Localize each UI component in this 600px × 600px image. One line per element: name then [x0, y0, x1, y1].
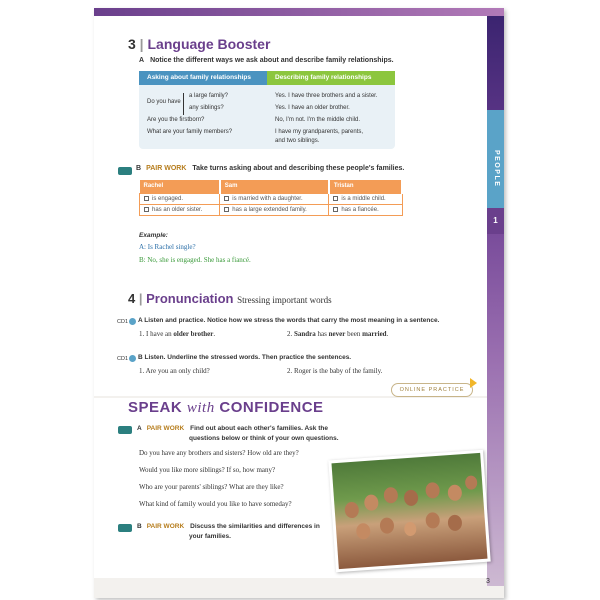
- grammar-firstborn: Are you the firstborn?: [147, 117, 205, 123]
- audio-icon[interactable]: [129, 355, 136, 362]
- example-label: Example:: [139, 232, 168, 239]
- example-a: A: Is Rachel single?: [139, 243, 196, 251]
- section4-title: 4 | Pronunciation Stressing important words: [128, 291, 332, 306]
- section3-partA: A Notice the different ways we ask about and describe family relationships.: [139, 57, 394, 64]
- question-item: What kind of family would you like to have someday?: [139, 500, 292, 508]
- grammar-desc-2: Yes. I have an older brother.: [275, 105, 350, 111]
- unit-number: 1: [487, 208, 504, 234]
- cd-track-b[interactable]: CD1: [117, 355, 136, 362]
- people-table: [139, 180, 403, 216]
- table-row: has an older sister. has a large extended family. has a fiancée.: [140, 204, 403, 215]
- example-b: B: No, she is engaged. She has a fiancé.: [139, 256, 251, 264]
- grammar-desc-4: I have my grandparents, parents,: [275, 129, 364, 135]
- table-header: Rachel: [140, 180, 220, 193]
- section3-number: 3: [128, 36, 136, 52]
- pron-a1: 1. I have an older brother.: [139, 330, 216, 338]
- grammar-desc-1: Yes. I have three brothers and a sister.: [275, 93, 378, 99]
- grammar-large-family: a large family?: [189, 93, 229, 99]
- page-number: 3: [486, 578, 490, 585]
- section4-partB: B Listen. Underline the stressed words. Then practice the sentences.: [138, 354, 352, 361]
- cursor-arrow-icon: [470, 378, 477, 388]
- checkbox[interactable]: [144, 196, 149, 201]
- grammar-header-asking: Asking about family relationships: [139, 71, 267, 85]
- grammar-header-describing: Describing family relationships: [267, 71, 395, 85]
- speak-partB-line2: your families.: [189, 533, 231, 540]
- question-item: Who are your parents' siblings? What are they like?: [139, 483, 284, 491]
- family-photo: [328, 450, 490, 573]
- pron-a2: 2. Sandra has never been married.: [287, 330, 389, 338]
- table-row: is engaged. is married with a daughter. is a middle child.: [140, 193, 403, 204]
- pron-b1: 1. Are you an only child?: [139, 367, 210, 375]
- side-tab: [487, 110, 504, 208]
- checkbox[interactable]: [333, 196, 338, 201]
- grammar-family-members: What are your family members?: [147, 129, 233, 135]
- pair-work-icon: [118, 426, 132, 434]
- question-item: Would you like more siblings? If so, how many?: [139, 466, 276, 474]
- speak-partA-line2: questions below or think of your own questions.: [189, 435, 339, 442]
- section3-heading: Language Booster: [147, 36, 271, 52]
- audio-icon[interactable]: [129, 318, 136, 325]
- grammar-do-you-have: Do you have: [147, 99, 181, 105]
- table-header: Sam: [220, 180, 329, 193]
- speak-title: SPEAK with CONFIDENCE: [128, 399, 324, 416]
- checkbox[interactable]: [224, 196, 229, 201]
- pron-b2: 2. Roger is the baby of the family.: [287, 367, 383, 375]
- checkbox[interactable]: [224, 207, 229, 212]
- speak-partA: A PAIR WORK Find out about each other's families. Ask the: [137, 425, 328, 432]
- pair-work-icon: [118, 167, 132, 175]
- side-tab-label: PEOPLE: [493, 150, 500, 188]
- grammar-box: [139, 71, 395, 149]
- speak-partB: B PAIR WORK Discuss the similarities and differences in: [137, 523, 320, 530]
- grammar-any-siblings: any siblings?: [189, 105, 224, 111]
- section4-partA: A Listen and practice. Notice how we stress the words that carry the most meaning in a sentence.: [138, 317, 440, 324]
- grammar-desc-5: and two siblings.: [275, 138, 320, 144]
- table-header: Tristan: [329, 180, 402, 193]
- online-practice-badge[interactable]: ONLINE PRACTICE: [391, 383, 473, 397]
- side-strip: [487, 16, 504, 586]
- cd-track-a[interactable]: CD1: [117, 318, 136, 325]
- pair-work-icon: [118, 524, 132, 532]
- question-item: Do you have any brothers and sisters? How old are they?: [139, 449, 299, 457]
- checkbox[interactable]: [144, 207, 149, 212]
- section3-partB: B PAIR WORK Take turns asking about and describing these people's families.: [136, 165, 405, 172]
- grammar-bracket: [183, 93, 184, 115]
- checkbox[interactable]: [333, 207, 338, 212]
- top-band: [94, 8, 504, 16]
- grammar-desc-3: No, I'm not. I'm the middle child.: [275, 117, 360, 123]
- section3-title: 3 | Language Booster: [128, 36, 271, 52]
